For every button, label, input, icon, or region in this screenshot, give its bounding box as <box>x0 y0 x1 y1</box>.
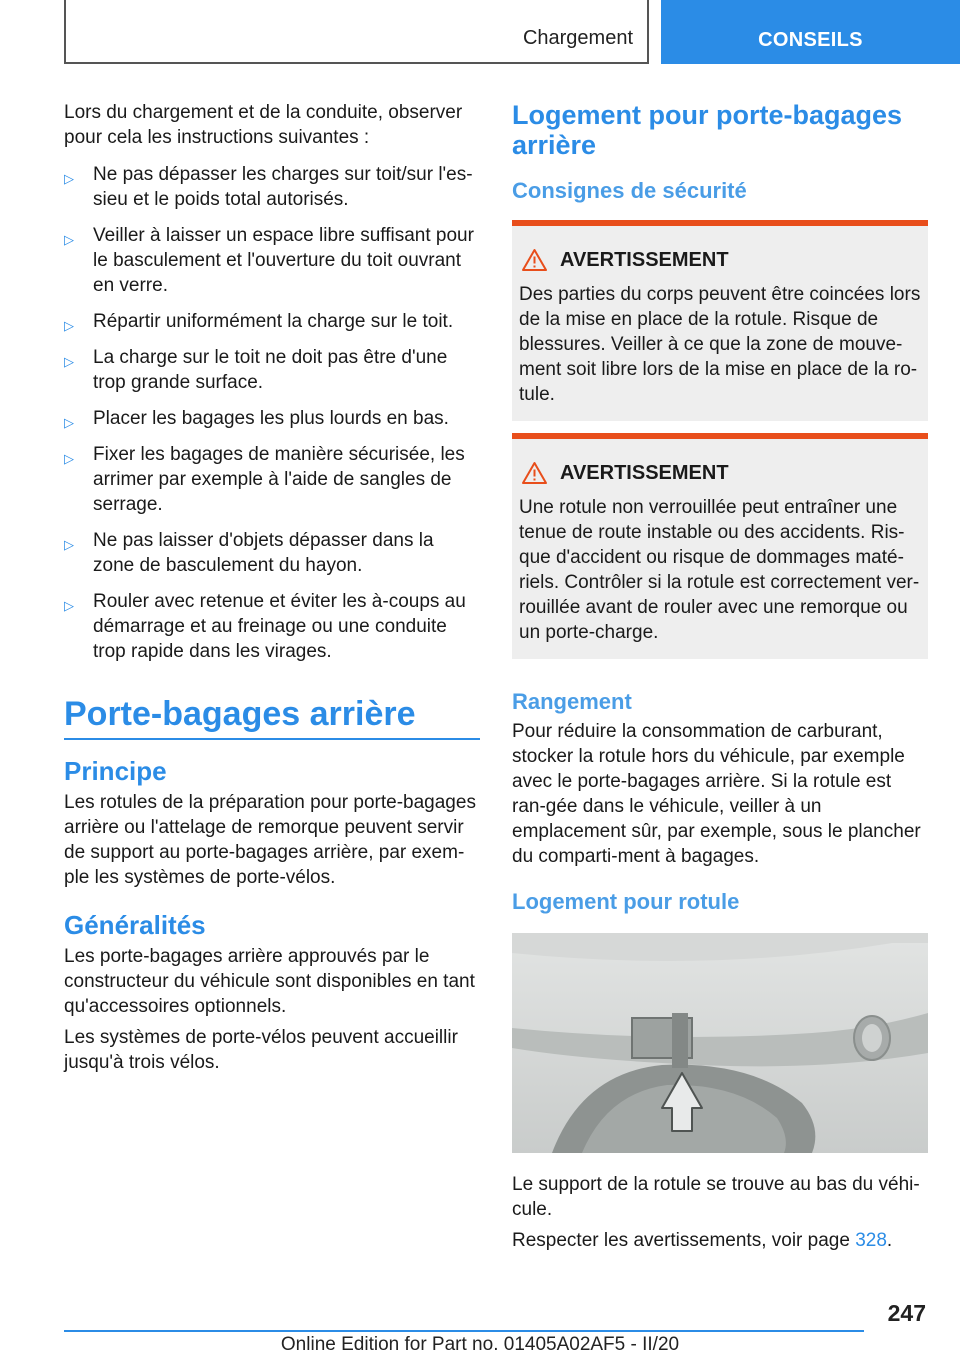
warning-box <box>512 220 928 421</box>
left-column <box>64 100 480 1081</box>
list-item: ▷ La charge sur le toit ne doit pas être d'une trop grande surface. <box>64 347 448 393</box>
header-section-title: Chargement <box>522 27 633 49</box>
triangle-bullet-icon: ▷ <box>64 537 74 552</box>
subheading-storage: Rangement <box>512 689 632 714</box>
principle-paragraph: Les rotules de la préparation pour porte-bagages arrière ou l'attelage de remorque peuvent servir de support au porte-bagages arrière, par exem-ple les systèmes de porte-vélos. <box>64 792 476 888</box>
footer-edition: Online Edition for Part no. 01405A02AF5 - II/20 <box>280 1334 680 1355</box>
subheading-ball-mount: Logement pour rotule <box>512 889 740 914</box>
subheading-safety: Consignes de sécurité <box>512 178 747 203</box>
list-item: ▷ Fixer les bagages de manière sécurisée, les arrimer par exemple à l'aide de sangles de serrage. <box>64 444 465 515</box>
footer-divider <box>64 1330 864 1332</box>
general-paragraph-2: Les systèmes de porte-vélos peuvent accueillir jusqu'à trois vélos. <box>64 1027 458 1073</box>
right-column <box>512 100 928 1259</box>
triangle-bullet-icon: ▷ <box>64 318 74 333</box>
warning-box <box>512 433 928 659</box>
list-item: ▷ Rouler avec retenue et éviter les à-coups au démarrage et au freinage ou une conduite trop rapide dans les virages. <box>64 591 466 662</box>
storage-paragraph: Pour réduire la consommation de carburant, stocker la rotule hors du véhicule, par exemple avec le porte-bagages arrière. Si la rotule est ran-gée dans le véhicule, veiller à un emplacement sûr, par exemple, sous le plancher du comparti-ment à bagages. <box>512 721 921 867</box>
intro-paragraph: Lors du chargement et de la conduite, observer pour cela les instructions suivantes : <box>64 102 463 148</box>
list-item: ▷ Placer les bagages les plus lourds en bas. <box>64 406 480 431</box>
mount-reference: Respecter les avertissements, voir page 328. <box>512 1230 893 1251</box>
list-item: ▷ Ne pas laisser d'objets dépasser dans la zone de basculement du hayon. <box>64 530 434 576</box>
subheading-principle: Principe <box>64 756 167 786</box>
triangle-bullet-icon: ▷ <box>64 232 74 247</box>
section-heading-rear-carrier: Porte-bagages arrière <box>64 694 480 740</box>
list-item: ▷ Veiller à laisser un espace libre suffisant pour le basculement et l'ouverture du toit ouvrant en verre. <box>64 225 474 296</box>
triangle-bullet-icon: ▷ <box>64 415 74 430</box>
page-number: 247 <box>887 1300 926 1326</box>
warning-text: Une rotule non verrouillée peut entraîner une tenue de route instable ou des accidents. Ris-que d'accident ou risque de dommages maté-riels. Contrôler si la rotule est correctement ver-rouillée avant de rouler avec une remorque ou un porte-charge. <box>519 497 920 643</box>
general-paragraph-1: Les porte-bagages arrière approuvés par le constructeur du véhicule sont disponibles en tant qu'accessoires optionnels. <box>64 946 475 1017</box>
instruction-list <box>64 162 480 664</box>
warning-triangle-icon <box>521 248 548 272</box>
list-item: ▷ Répartir uniformément la charge sur le toit. <box>64 309 480 334</box>
triangle-bullet-icon: ▷ <box>64 598 74 613</box>
triangle-bullet-icon: ▷ <box>64 354 74 369</box>
warning-label: AVERTISSEMENT <box>560 461 729 484</box>
header-section-box <box>64 0 649 64</box>
ball-mount-illustration <box>512 933 928 1153</box>
section-heading-carrier-mount: Logement pour porte-bagages arrière <box>512 100 903 160</box>
header-chapter-label: CONSEILS <box>758 29 863 51</box>
warning-label: AVERTISSEMENT <box>560 248 729 271</box>
subheading-general: Généralités <box>64 910 206 940</box>
warning-text: Des parties du corps peuvent être coincées lors de la mise en place de la rotule. Risque de blessures. Veiller à ce que la zone de mouve-ment soit libre lors de la mise en place de la ro-tule. <box>519 284 921 405</box>
header-chapter-tab[interactable] <box>661 0 960 64</box>
mount-caption: Le support de la rotule se trouve au bas du véhi-cule. <box>512 1174 920 1220</box>
triangle-bullet-icon: ▷ <box>64 171 74 186</box>
triangle-bullet-icon: ▷ <box>64 451 74 466</box>
warning-triangle-icon <box>521 461 548 485</box>
page-reference-link[interactable]: 328 <box>855 1230 887 1251</box>
list-item: ▷ Ne pas dépasser les charges sur toit/sur l'es-sieu et le poids total autorisés. <box>64 164 473 210</box>
